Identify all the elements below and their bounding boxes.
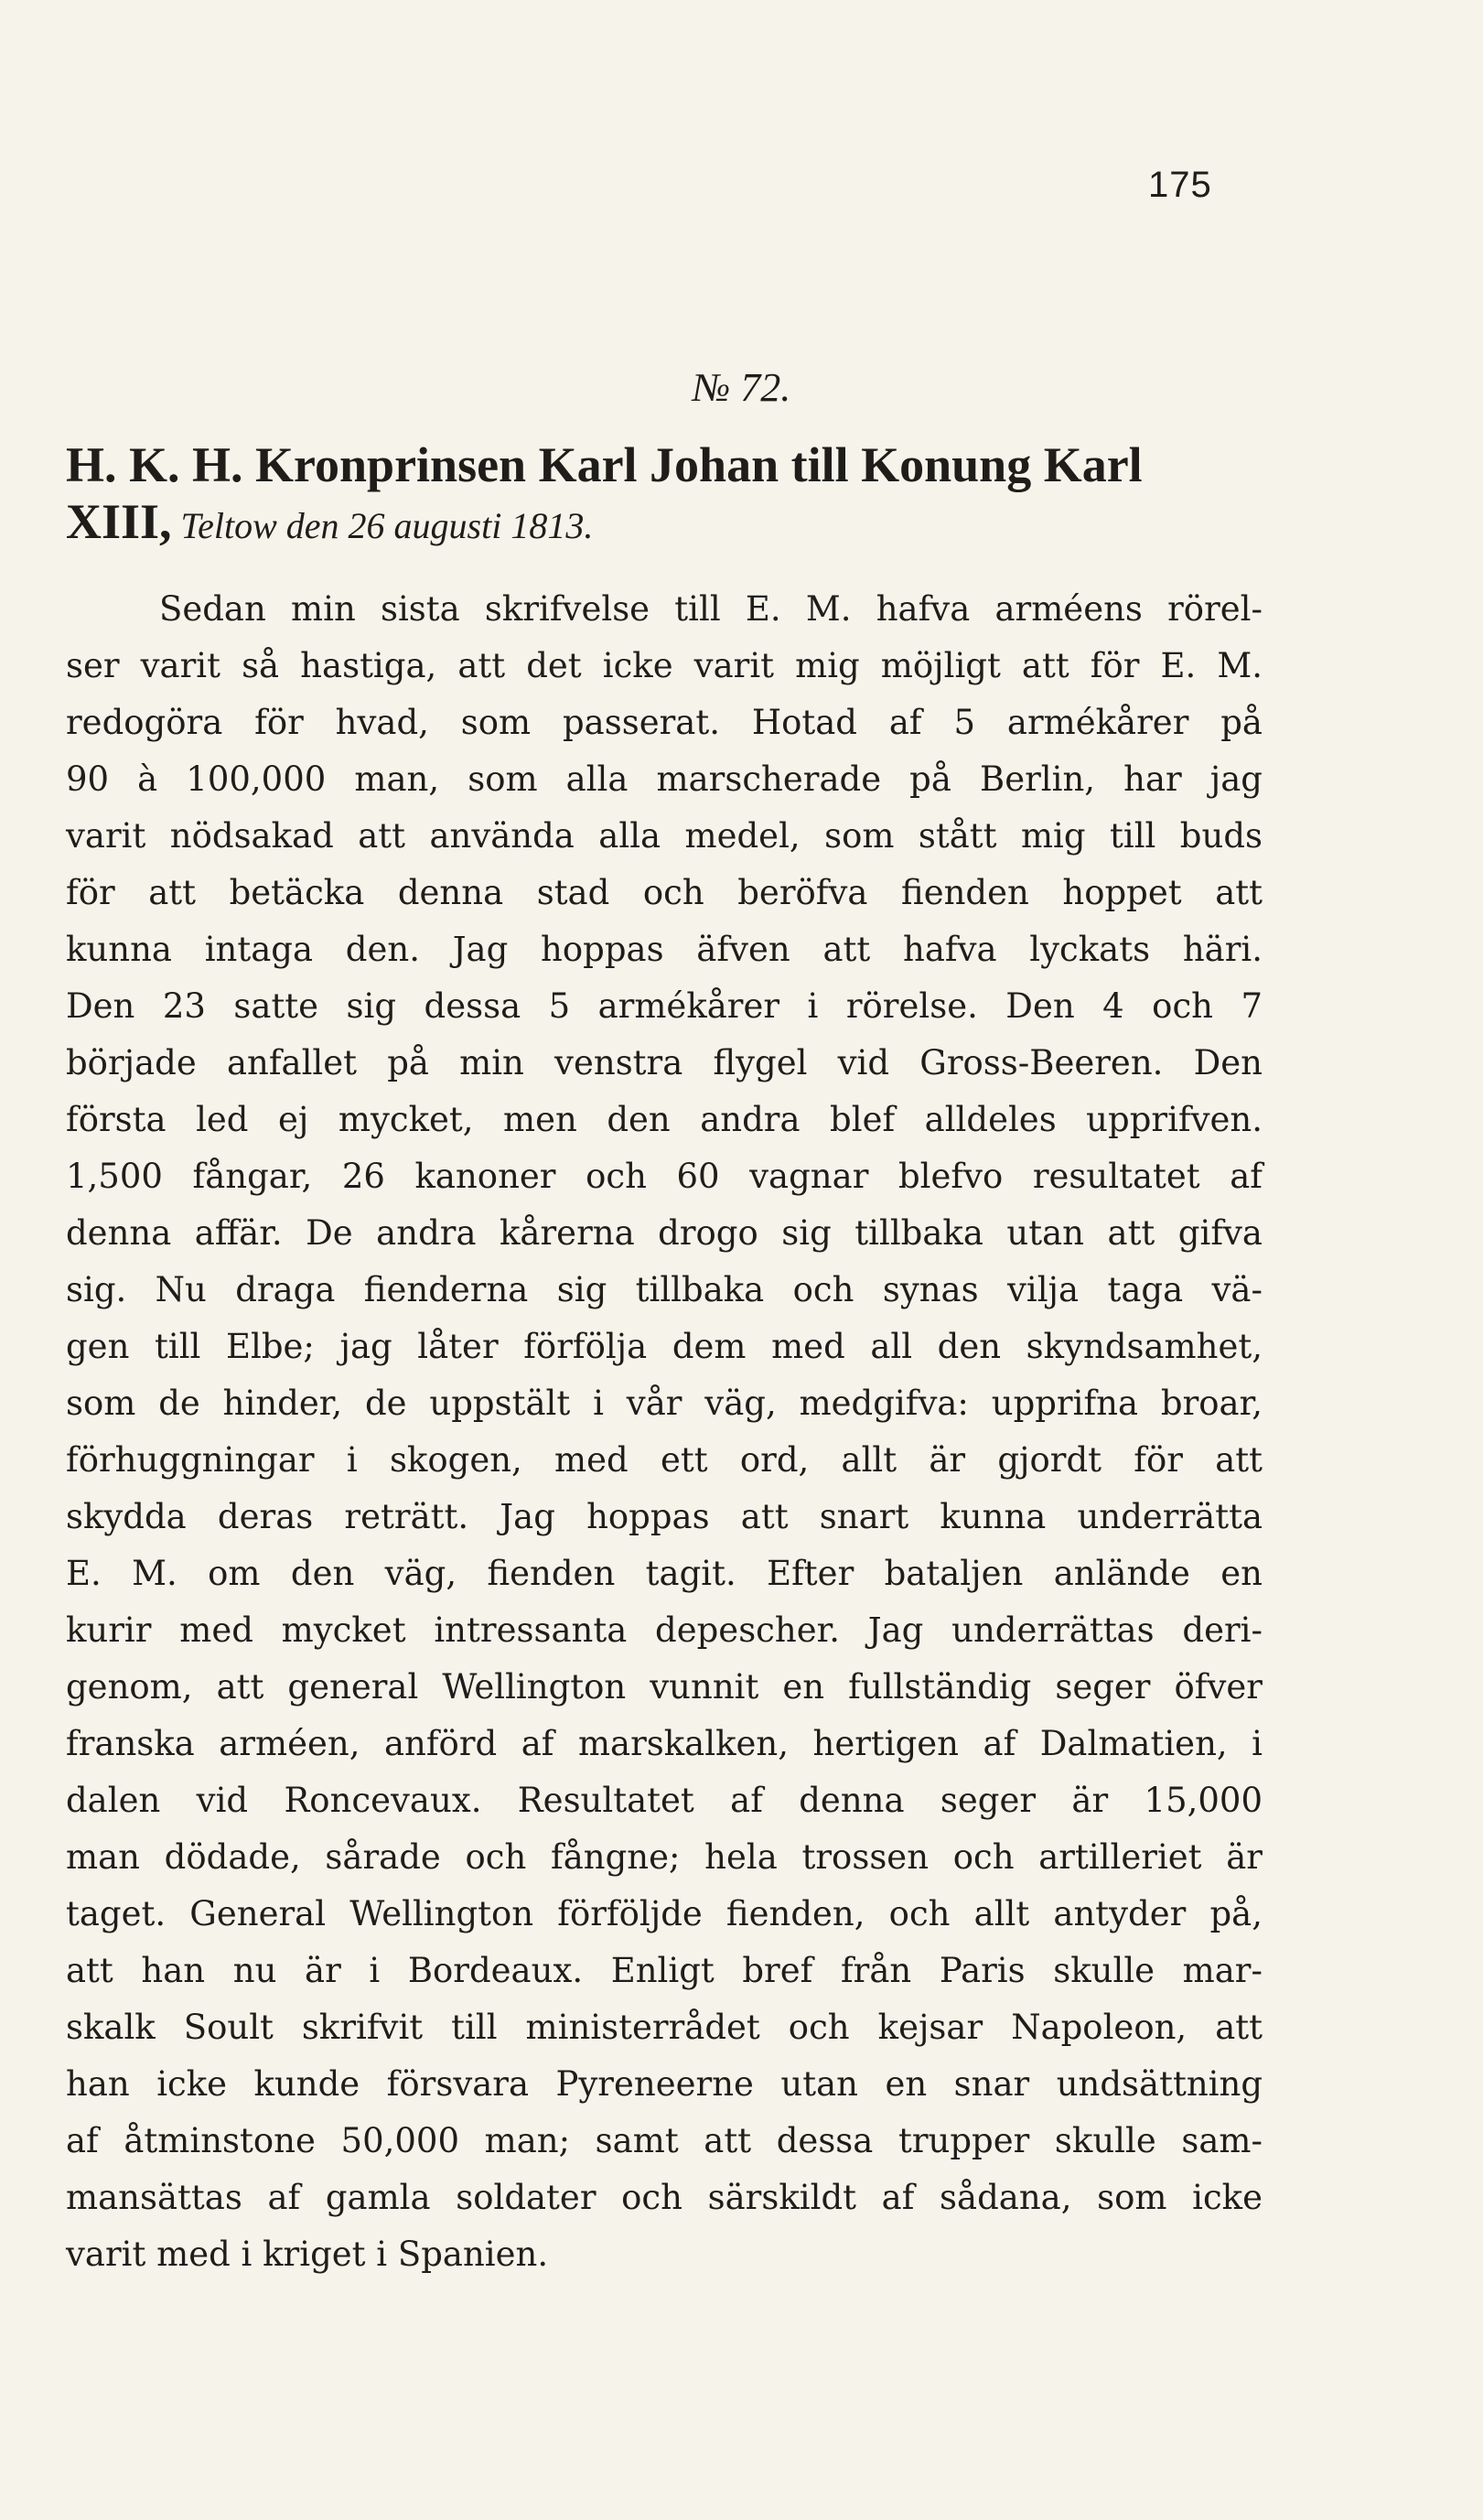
letter-heading bbox=[66, 436, 1263, 555]
page-number: 175 bbox=[1148, 165, 1212, 205]
body-line: började anfallet på min venstra flygel vid Gross-Beeren. Den bbox=[66, 1043, 1263, 1082]
letter-number: № 72. bbox=[692, 365, 791, 410]
body-line: mansättas af gamla soldater och särskildt af sådana, som icke bbox=[66, 2178, 1263, 2217]
body-line: 90 à 100,000 man, som alla marscherade på Berlin, har jag bbox=[66, 759, 1263, 799]
body-line: denna affär. De andra kårerna drogo sig tillbaka utan att gifva bbox=[66, 1213, 1263, 1253]
body-line: som de hinder, de uppstält i vår väg, medgifva: upprifna broar, bbox=[66, 1384, 1263, 1423]
body-line: Den 23 satte sig dessa 5 armékårer i rörelse. Den 4 och 7 bbox=[66, 986, 1263, 1026]
body-line: han icke kunde försvara Pyreneerne utan en snar undsättning bbox=[66, 2064, 1263, 2104]
body-line: för att betäcka denna stad och beröfva fienden hoppet att bbox=[66, 873, 1263, 912]
body-line: Sedan min sista skrifvelse till E. M. hafva arméens rörel- bbox=[159, 589, 1263, 629]
body-line: af åtminstone 50,000 man; samt att dessa trupper skulle sam- bbox=[66, 2121, 1263, 2160]
body-line: taget. General Wellington förföljde fienden, och allt antyder på, bbox=[66, 1894, 1263, 1933]
body-line: kunna intaga den. Jag hoppas äfven att hafva lyckats häri. bbox=[66, 930, 1263, 969]
body-line: sig. Nu draga fienderna sig tillbaka och synas vilja taga vä- bbox=[66, 1270, 1263, 1309]
body-line: första led ej mycket, men den andra blef alldeles upprifven. bbox=[66, 1100, 1263, 1139]
body-line: redogöra för hvad, som passerat. Hotad af 5 armékårer på bbox=[66, 703, 1263, 742]
heading-title-line2: XIII, bbox=[66, 494, 172, 549]
letter-body bbox=[66, 581, 1263, 2283]
body-line: dalen vid Roncevaux. Resultatet af denna seger är 15,000 bbox=[66, 1781, 1263, 1820]
body-line: att han nu är i Bordeaux. Enligt bref från Paris skulle mar- bbox=[66, 1951, 1263, 1990]
body-line: förhuggningar i skogen, med ett ord, allt är gjordt för att bbox=[66, 1440, 1263, 1480]
body-line: E. M. om den väg, fienden tagit. Efter bataljen anlände en bbox=[66, 1554, 1263, 1593]
body-line: genom, att general Wellington vunnit en fullständig seger öfver bbox=[66, 1667, 1263, 1707]
body-line: 1,500 fångar, 26 kanoner och 60 vagnar blefvo resultatet af bbox=[66, 1157, 1263, 1196]
body-line: ser varit så hastiga, att det icke varit mig möjligt att för E. M. bbox=[66, 646, 1263, 685]
body-line: franska arméen, anförd af marskalken, hertigen af Dalmatien, i bbox=[66, 1724, 1263, 1763]
body-line: man dödade, sårade och fångne; hela trossen och artilleriet är bbox=[66, 1837, 1263, 1877]
body-line: skalk Soult skrifvit till ministerrådet och kejsar Napoleon, att bbox=[66, 2008, 1263, 2047]
body-line: varit nödsakad att använda alla medel, som stått mig till buds bbox=[66, 816, 1263, 856]
body-line: gen till Elbe; jag låter förfölja dem med all den skyndsamhet, bbox=[66, 1327, 1263, 1366]
heading-place-date: Teltow den 26 augusti 1813. bbox=[180, 505, 594, 546]
body-line: skydda deras reträtt. Jag hoppas att snart kunna underrätta bbox=[66, 1497, 1263, 1536]
heading-title-line1: H. K. H. Kronprinsen Karl Johan till Konung Karl bbox=[66, 437, 1143, 492]
body-line: kurir med mycket intressanta depescher. Jag underrättas deri- bbox=[66, 1610, 1263, 1650]
body-line: varit med i kriget i Spanien. bbox=[66, 2235, 549, 2274]
